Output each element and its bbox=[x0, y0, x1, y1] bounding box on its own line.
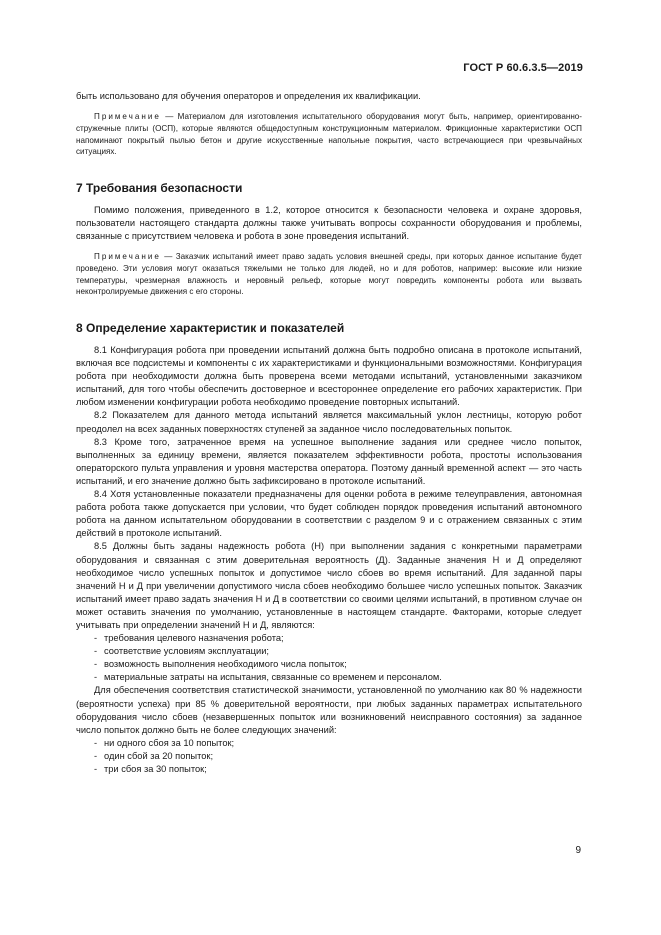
list-item: - материальные затраты на испытания, связанные со временем и персоналом. bbox=[94, 672, 442, 683]
clause-8-5: 8.5 Должны быть заданы надежность робота (Н) при выполнении задания с конкретными параметрами оборудования и связанная с этим доверительная вероятность (Д). Заданные значения Н и Д определяют необходимое число успешных попыток и допустимое число сбоев во время испытаний. Для заданной пары значений Н и Д при увеличении допустимого числа сбоев необходимо большее число успешных попыток. Заказчик испытаний имеет право задать значения Н и Д в соответствии со своими целями испытаний, в противном случае он может оставить значения по умолчанию, установленные в настоящем стандарте. Факторами, которые следует учитывать при определении значений Н и Д, являются: bbox=[76, 541, 582, 630]
section-7-heading: 7 Требования безопасности bbox=[76, 180, 243, 195]
list-item: - возможность выполнения необходимого числа попыток; bbox=[94, 659, 347, 670]
list-item: - один сбой за 20 попыток; bbox=[94, 750, 214, 761]
page-number: 9 bbox=[575, 845, 581, 856]
document-body bbox=[76, 90, 582, 776]
clause-8-4: 8.4 Хотя установленные показатели предназначены для оценки робота в режиме телеуправления, автономная работа робота также допускается при условии, что будет соблюден порядок проведения испытаний автономного робота на данном испытательном оборудовании в соответствии с разделом 9 и с отражением связанных с этим действий в протоколе испытаний. bbox=[76, 489, 582, 539]
standard-header: ГОСТ Р 60.6.3.5—2019 bbox=[463, 62, 583, 74]
note-text: — Заказчик испытаний имеет право задать условия внешней среды, при которых данное испытание будет проведено. Эти условия могут оказаться тяжелыми не только для людей, но и для роботов, например: высокие или низкие температуры, чрезмерная влажность и неровный рельеф, которые могут повредить компоненты робота или вызвать неконтролируемые движения с его стороны. bbox=[76, 252, 582, 297]
failure-limits-list bbox=[76, 737, 582, 776]
intro-note bbox=[76, 111, 582, 158]
clause-8-2: 8.2 Показателем для данного метода испытаний является максимальный уклон лестницы, которую робот преодолел на всех заданных поверхностях ступеней за заданное число последовательных попыток. bbox=[76, 410, 582, 434]
list-item: - ни одного сбоя за 10 попыток; bbox=[94, 737, 235, 748]
factors-list bbox=[76, 632, 582, 684]
list-item: - соответствие условиям эксплуатации; bbox=[94, 646, 269, 657]
statistical-significance-paragraph: Для обеспечения соответствия статистической значимости, установленной по умолчанию как 80 % надежности (вероятности успеха) при 85 % доверительной вероятности, при любых заданных параметрах испытательного оборудования число сбоев (незавершенных попыток или возникновений неисправного состояния) за заданное число попыток должно быть не более следующих значений: bbox=[76, 685, 582, 735]
intro-line: быть использовано для обучения операторов и определения их квалификации. bbox=[76, 91, 421, 101]
list-item: - требования целевого назначения робота; bbox=[94, 633, 284, 644]
clause-8-3: 8.3 Кроме того, затраченное время на успешное выполнение задания или среднее число попыток, выполненных за единицу времени, является показателем эффективности робота, простоты использования операторского пульта управления и уровня мастерства оператора. Поэтому данный временной аспект — это часть испытаний, и его значение должно быть зафиксировано в протоколе испытаний. bbox=[76, 436, 582, 486]
section-8-heading: 8 Определение характеристик и показателей bbox=[76, 321, 345, 335]
section-7-paragraph: Помимо положения, приведенного в 1.2, которое относится к безопасности человека и охране здоровья, пользователи настоящего стандарта должны также учитывать вопросы сохранности оборудования и проблемы, связанные с присутствием человека и робота в зоне проведения испытаний. bbox=[76, 204, 582, 242]
note-label: Примечание bbox=[94, 252, 161, 262]
note-label: Примечание bbox=[94, 112, 161, 122]
note-text: — Материалом для изготовления испытательного оборудования могут быть, например, ориентированно-стружечные плиты (ОСП), которые являются общедоступным конструкционным материалом. Фрикционные характеристики ОСП напоминают покрытый пылью бетон и другие искусственные напольные покрытия, часто встречающиеся при чрезвычайных ситуациях. bbox=[76, 112, 582, 157]
section-7-note bbox=[76, 251, 582, 298]
clause-8-1: 8.1 Конфигурация робота при проведении испытаний должна быть подробно описана в протоколе испытаний, включая все подсистемы и компоненты с их характеристиками и функциональными возможностями. Конфигурация робота при необходимости должна быть проверена всеми методами испытаний, установленными заказчиком испытаний, для того чтобы обеспечить достоверное и всестороннее определение его рабочих характеристик. При любом изменении конфигурации робота необходимо проведение повторных испытаний. bbox=[76, 345, 582, 408]
list-item: - три сбоя за 30 попыток; bbox=[94, 764, 207, 774]
